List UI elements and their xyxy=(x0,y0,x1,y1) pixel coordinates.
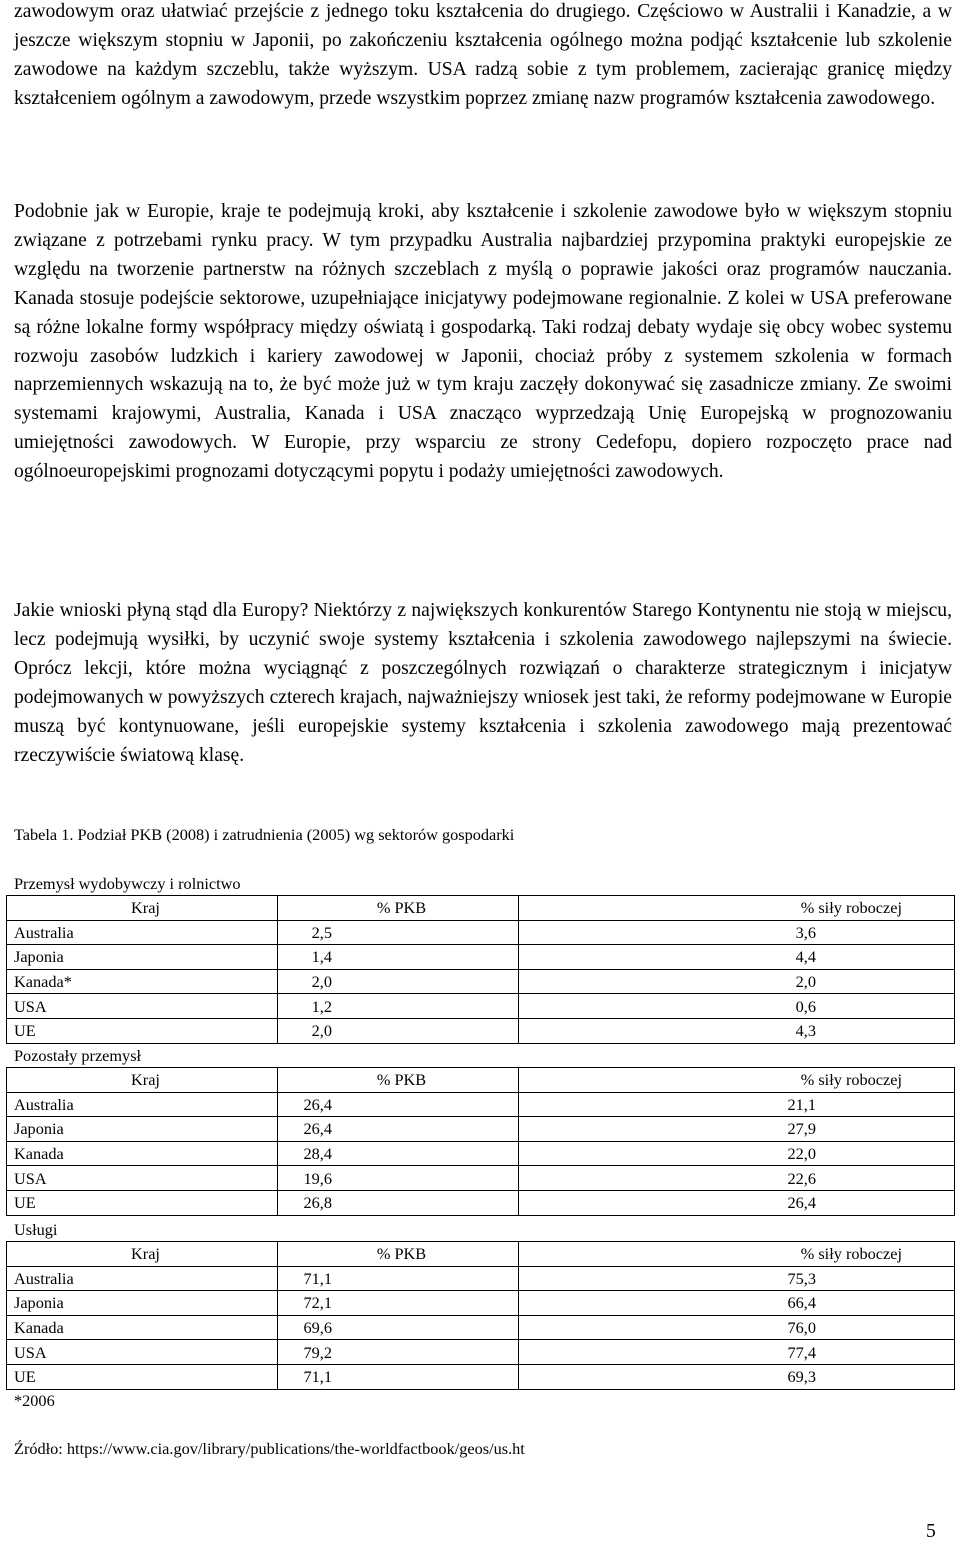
gdp-share-cell: 72,1 xyxy=(278,1291,519,1316)
section-title: Pozostały przemysł xyxy=(14,1046,142,1065)
country-cell: Australia xyxy=(7,920,278,945)
table-header-row xyxy=(7,1068,955,1093)
country-cell: USA xyxy=(7,1340,278,1365)
sector-table xyxy=(6,1067,955,1216)
workforce-share-cell: 3,6 xyxy=(519,920,955,945)
gdp-share-cell: 26,8 xyxy=(278,1190,519,1215)
column-header: % PKB xyxy=(278,1242,519,1267)
gdp-share-cell: 71,1 xyxy=(278,1266,519,1291)
table-row xyxy=(7,1340,955,1365)
paragraph-3: Jakie wnioski płyną stąd dla Europy? Niektórzy z największych konkurentów Starego Kontynentu nie stoją w miejscu, lecz podejmują wysiłki, by uczynić swoje systemy kształcenia i szkolenia zawodowego najlepszymi na świecie. Oprócz lekcji, które można wyciągnąć z poszczególnych rozwiązań o charakterze strategicznym i inicjatyw podejmowanych w powyższych czterech krajach, najważniejszy wniosek jest taki, że reformy podejmowane w Europie muszą być kontynuowane, jeśli europejskie systemy kształcenia i szkolenia zawodowego mają prezentować rzeczywiście światową klasę. xyxy=(14,600,952,766)
table-row xyxy=(7,1291,955,1316)
workforce-share-cell: 22,6 xyxy=(519,1166,955,1191)
paragraph-1: zawodowym oraz ułatwiać przejście z jednego toku kształcenia do drugiego. Częściowo w Australii i Kanadzie, a w jeszcze większym stopniu w Japonii, po zakończeniu kształcenia ogólnego można podjąć kształcenie lub szkolenie zawodowe na każdym szczeblu, także wyższym. USA radzą sobie z tym problemem, zacierając granicę między kształceniem ogólnym a zawodowym, przede wszystkim poprzez zmianę nazw programów kształcenia zawodowego. xyxy=(14,1,952,109)
table-row xyxy=(7,1166,955,1191)
gdp-share-cell: 2,5 xyxy=(278,920,519,945)
gdp-share-cell: 26,4 xyxy=(278,1117,519,1142)
gdp-share-cell: 19,6 xyxy=(278,1166,519,1191)
workforce-share-cell: 75,3 xyxy=(519,1266,955,1291)
country-cell: Kanada xyxy=(7,1141,278,1166)
sector-table xyxy=(6,1241,955,1390)
gdp-share-cell: 26,4 xyxy=(278,1092,519,1117)
workforce-share-cell: 21,1 xyxy=(519,1092,955,1117)
gdp-share-cell: 2,0 xyxy=(278,1018,519,1043)
paragraph-2: Podobnie jak w Europie, kraje te podejmują kroki, aby kształcenie i szkolenie zawodowe było w większym stopniu związane z potrzebami rynku pracy. W tym przypadku Australia najbardziej przypomina praktyki europejskie ze względu na tworzenie partnerstw na różnych szczeblach z myślą o poprawie jakości oraz programów nauczania. Kanada stosuje podejście sektorowe, uzupełniające inicjatywy podejmowane regionalnie. Z kolei w USA preferowane są różne lokalne formy współpracy między oświatą i gospodarką. Taki rodzaj debaty wydaje się obcy wobec systemu rozwoju zasobów ludzkich i kariery zawodowej w Japonii, chociaż próby z systemem szkolenia w formach naprzemiennych wskazują na to, że być może już w tym kraju zaczęły dokonywać się zasadnicze zmiany. Ze swoimi systemami krajowymi, Australia, Kanada i USA znacząco wyprzedzają Unię Europejską w prognozowaniu umiejętności zawodowych. W Europie, przy wsparciu ze strony Cedefopu, dopiero rozpoczęto prace nad ogólnoeuropejskimi prognozami dotyczącymi popytu i podaży umiejętności zawodowych. xyxy=(14,201,952,483)
country-cell: UE xyxy=(7,1190,278,1215)
table-row xyxy=(7,1018,955,1043)
column-header: % PKB xyxy=(278,896,519,921)
gdp-share-cell: 71,1 xyxy=(278,1364,519,1389)
workforce-share-cell: 26,4 xyxy=(519,1190,955,1215)
table-row xyxy=(7,969,955,994)
table-header-row xyxy=(7,1242,955,1267)
country-cell: USA xyxy=(7,1166,278,1191)
section-title: Przemysł wydobywczy i rolnictwo xyxy=(14,874,241,893)
column-header: % siły roboczej xyxy=(519,896,955,921)
workforce-share-cell: 4,3 xyxy=(519,1018,955,1043)
workforce-share-cell: 0,6 xyxy=(519,994,955,1019)
table-row xyxy=(7,1315,955,1340)
table-row xyxy=(7,994,955,1019)
country-cell: USA xyxy=(7,994,278,1019)
table-row xyxy=(7,1364,955,1389)
country-cell: UE xyxy=(7,1018,278,1043)
gdp-share-cell: 79,2 xyxy=(278,1340,519,1365)
page-number: 5 xyxy=(926,1521,936,1542)
source-line: Źródło: https://www.cia.gov/library/publications/the-worldfactbook/geos/us.ht xyxy=(14,1439,525,1458)
workforce-share-cell: 69,3 xyxy=(519,1364,955,1389)
gdp-share-cell: 1,2 xyxy=(278,994,519,1019)
table-row xyxy=(7,920,955,945)
column-header: Kraj xyxy=(7,1068,278,1093)
table-row xyxy=(7,1141,955,1166)
country-cell: Japonia xyxy=(7,1117,278,1142)
table-row xyxy=(7,1266,955,1291)
workforce-share-cell: 66,4 xyxy=(519,1291,955,1316)
country-cell: Australia xyxy=(7,1092,278,1117)
workforce-share-cell: 76,0 xyxy=(519,1315,955,1340)
workforce-share-cell: 22,0 xyxy=(519,1141,955,1166)
column-header: Kraj xyxy=(7,896,278,921)
workforce-share-cell: 77,4 xyxy=(519,1340,955,1365)
country-cell: Kanada xyxy=(7,1315,278,1340)
column-header: % PKB xyxy=(278,1068,519,1093)
table-header-row xyxy=(7,896,955,921)
gdp-share-cell: 28,4 xyxy=(278,1141,519,1166)
column-header: % siły roboczej xyxy=(519,1068,955,1093)
country-cell: UE xyxy=(7,1364,278,1389)
workforce-share-cell: 27,9 xyxy=(519,1117,955,1142)
table-caption: Tabela 1. Podział PKB (2008) i zatrudnienia (2005) wg sektorów gospodarki xyxy=(14,825,515,844)
workforce-share-cell: 2,0 xyxy=(519,969,955,994)
country-cell: Kanada* xyxy=(7,969,278,994)
sector-table xyxy=(6,895,955,1044)
gdp-share-cell: 1,4 xyxy=(278,945,519,970)
table-row xyxy=(7,1092,955,1117)
gdp-share-cell: 2,0 xyxy=(278,969,519,994)
country-cell: Australia xyxy=(7,1266,278,1291)
country-cell: Japonia xyxy=(7,945,278,970)
table-row xyxy=(7,945,955,970)
gdp-share-cell: 69,6 xyxy=(278,1315,519,1340)
column-header: % siły roboczej xyxy=(519,1242,955,1267)
table-row xyxy=(7,1117,955,1142)
table-footnote: *2006 xyxy=(14,1391,55,1410)
section-title: Usługi xyxy=(14,1220,58,1239)
table-row xyxy=(7,1190,955,1215)
workforce-share-cell: 4,4 xyxy=(519,945,955,970)
country-cell: Japonia xyxy=(7,1291,278,1316)
column-header: Kraj xyxy=(7,1242,278,1267)
